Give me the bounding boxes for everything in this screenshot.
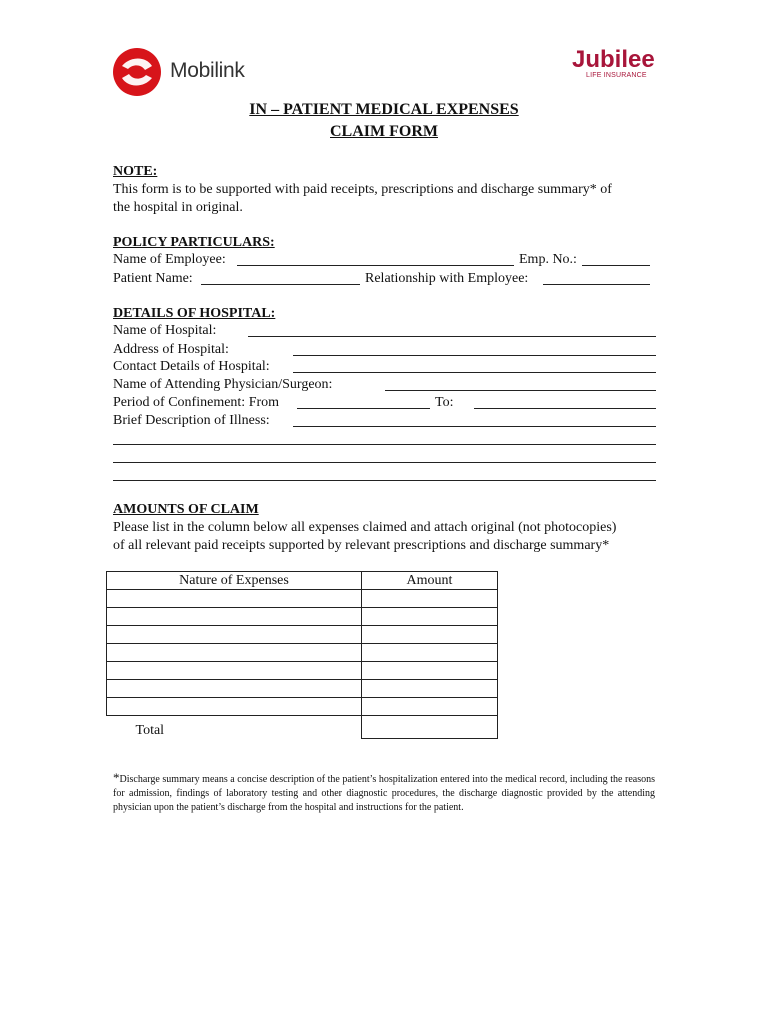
employee-name-field[interactable]: [237, 265, 514, 266]
relationship-label: Relationship with Employee:: [365, 271, 529, 286]
table-header-row: [107, 572, 498, 590]
amount-cell[interactable]: [362, 608, 498, 626]
table-total-row: [107, 716, 498, 739]
claim-line2: of all relevant paid receipts supported by relevant prescriptions and discharge summary*: [113, 538, 610, 553]
table-row: [107, 608, 498, 626]
jubilee-logo-text: Jubilee: [572, 46, 655, 73]
jubilee-logo-subtext: LIFE INSURANCE: [586, 72, 647, 79]
nature-cell[interactable]: [107, 644, 362, 662]
form-title-line1: IN – PATIENT MEDICAL EXPENSES: [249, 101, 519, 118]
note-line2: the hospital in original.: [113, 200, 243, 215]
period-from-label: Period of Confinement: From: [113, 395, 280, 410]
physician-label: Name of Attending Physician/Surgeon:: [113, 377, 333, 392]
hospital-name-field[interactable]: [248, 336, 656, 337]
patient-name-label: Patient Name:: [113, 271, 193, 286]
amount-cell[interactable]: [362, 644, 498, 662]
table-row: [107, 590, 498, 608]
employee-name-label: Name of Employee:: [113, 252, 226, 267]
relationship-field[interactable]: [543, 284, 650, 285]
table-row: [107, 662, 498, 680]
illness-field-line4[interactable]: [113, 480, 656, 481]
amount-cell[interactable]: [362, 590, 498, 608]
hospital-address-field[interactable]: [293, 355, 656, 356]
nature-cell[interactable]: [107, 698, 362, 716]
note-line1: This form is to be supported with paid receipts, prescriptions and discharge summary* of: [113, 182, 612, 197]
table-row: [107, 680, 498, 698]
mobilink-logo: [112, 46, 252, 98]
form-title-line2: CLAIM FORM: [330, 123, 438, 140]
footnote-star: *: [113, 770, 120, 785]
claim-heading: AMOUNTS OF CLAIM: [113, 502, 259, 517]
hospital-contact-field[interactable]: [293, 372, 656, 373]
mobilink-logo-text: Mobilink: [170, 59, 245, 82]
table-row: [107, 626, 498, 644]
table-row: [107, 644, 498, 662]
footnote-text: Discharge summary means a concise description of the patient’s hospitalization entered into the medical record, including the reasons for admission, findings of laboratory testing and other diagnostic procedures, the discharge diagnostic provided by the attending physician upon the patient’s discharge from the hospital and instructions for the patient.: [113, 774, 655, 813]
illness-field-line3[interactable]: [113, 462, 656, 463]
mobilink-logo-icon: [112, 46, 162, 98]
amount-cell[interactable]: [362, 662, 498, 680]
total-label: Total: [135, 722, 165, 738]
nature-cell[interactable]: [107, 608, 362, 626]
nature-cell[interactable]: [107, 626, 362, 644]
expenses-table: [106, 571, 498, 739]
illness-field[interactable]: [293, 426, 656, 427]
claim-line1: Please list in the column below all expenses claimed and attach original (not photocopies): [113, 520, 617, 535]
nature-cell[interactable]: [107, 662, 362, 680]
policy-heading: POLICY PARTICULARS:: [113, 235, 275, 250]
patient-name-field[interactable]: [201, 284, 360, 285]
emp-no-label: Emp. No.:: [519, 252, 577, 267]
nature-cell[interactable]: [107, 590, 362, 608]
period-to-label: To:: [435, 395, 454, 410]
hospital-heading: DETAILS OF HOSPITAL:: [113, 306, 276, 321]
period-from-field[interactable]: [297, 408, 430, 409]
table-row: [107, 698, 498, 716]
note-heading: NOTE:: [113, 164, 158, 179]
amount-cell[interactable]: [362, 626, 498, 644]
jubilee-logo: [572, 48, 658, 92]
nature-cell[interactable]: [107, 680, 362, 698]
illness-field-line2[interactable]: [113, 444, 656, 445]
hospital-address-label: Address of Hospital:: [113, 342, 229, 357]
col-nature-header: Nature of Expenses: [107, 572, 362, 590]
amount-cell[interactable]: [362, 698, 498, 716]
period-to-field[interactable]: [474, 408, 656, 409]
total-amount-cell[interactable]: [362, 716, 498, 739]
illness-label: Brief Description of Illness:: [113, 413, 270, 428]
hospital-name-label: Name of Hospital:: [113, 323, 217, 338]
discharge-footnote: [113, 771, 655, 815]
physician-field[interactable]: [385, 390, 656, 391]
col-amount-header: Amount: [362, 572, 498, 590]
amount-cell[interactable]: [362, 680, 498, 698]
emp-no-field[interactable]: [582, 265, 650, 266]
hospital-contact-label: Contact Details of Hospital:: [113, 359, 270, 374]
